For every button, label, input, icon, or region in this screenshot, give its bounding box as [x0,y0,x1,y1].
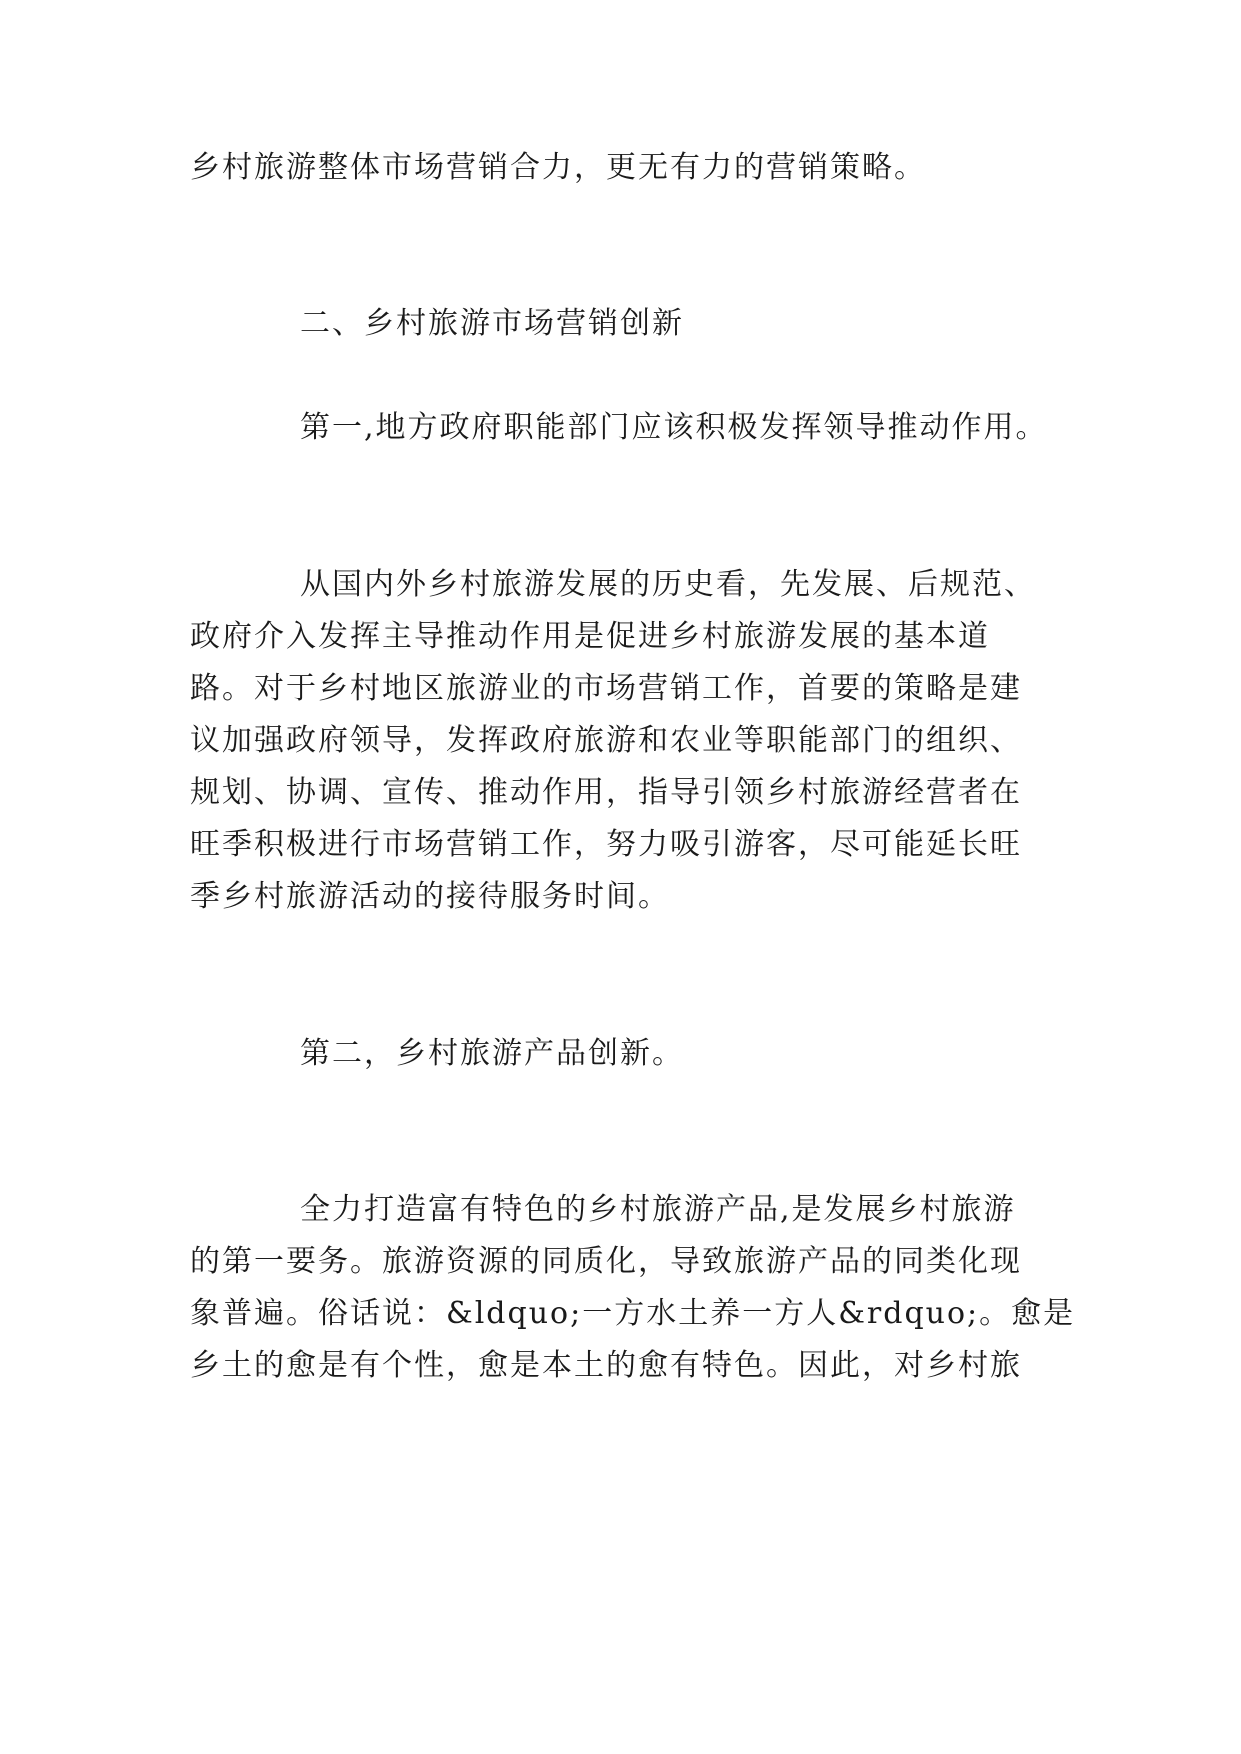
paragraph-line: 旺季积极进行市场营销工作，努力吸引游客，尽可能延长旺 [190,827,1022,862]
paragraph-line: 象普遍。俗话说：&ldquo;一方水土养一方人&rdquo;。愈是 [190,1296,1076,1331]
paragraph-line: 全力打造富有特色的乡村旅游产品,是发展乡村旅游 [300,1192,1016,1227]
paragraph-line: 路。对于乡村地区旅游业的市场营销工作，首要的策略是建 [190,671,1022,706]
paragraph-line: 的第一要务。旅游资源的同质化，导致旅游产品的同类化现 [190,1244,1022,1279]
paragraph-line: 季乡村旅游活动的接待服务时间。 [190,879,670,914]
subheading-first: 第一,地方政府职能部门应该积极发挥领导推动作用。 [300,410,1048,445]
paragraph-line: 从国内外乡村旅游发展的历史看，先发展、后规范、 [300,567,1036,602]
subheading-second: 第二，乡村旅游产品创新。 [300,1036,684,1071]
paragraph-line: 乡土的愈是有个性，愈是本土的愈有特色。因此，对乡村旅 [190,1348,1022,1383]
paragraph-line: 议加强政府领导，发挥政府旅游和农业等职能部门的组织、 [190,723,1022,758]
paragraph-line: 政府介入发挥主导推动作用是促进乡村旅游发展的基本道 [190,619,990,654]
paragraph-line: 乡村旅游整体市场营销合力，更无有力的营销策略。 [190,150,926,185]
paragraph-line: 规划、协调、宣传、推动作用，指导引领乡村旅游经营者在 [190,775,1022,810]
section-heading: 二、乡村旅游市场营销创新 [300,306,684,341]
